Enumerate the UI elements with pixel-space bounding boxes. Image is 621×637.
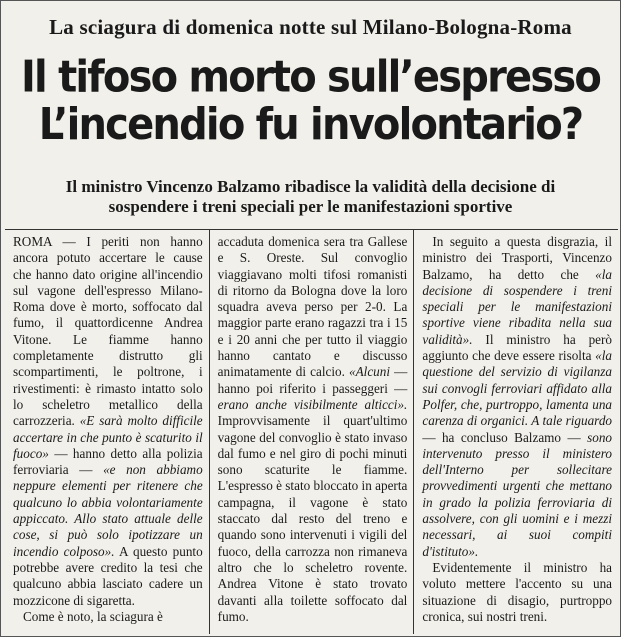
kicker: La sciagura di domenica notte sul Milano-Bologna-Roma (49, 15, 572, 39)
paragraph: In seguito a questa disgrazia, il ministro dei Trasporti, Vincenzo Balzamo, ha detto che «la decisione di sospendere i treni speciali per le manifestazioni sportive viene ribadita nella sua validità». Il ministro ha però aggiunto che deve essere risolta «la questione del servizio di vigilanza sui convogli ferroviari affidato alla Polfer, che, purtroppo, lamenta una carenza di organici. A tale riguardo — ha concluso Balzamo — sono intervenuto presso il ministero dell'Interno per sollecitare provvedimenti urgenti che mettano in grado la polizia ferroviaria di assolvere, con gli uomini e i mezzi necessari, ai suoi compiti d'istituto». (422, 234, 613, 559)
paragraph: Come è noto, la sciagura è (23, 608, 163, 624)
paragraph: Evidentemente il ministro ha voluto mettere l'accento su una situazione di disagio, purtroppo cronica, sui nostri treni. (422, 559, 613, 624)
paragraph: ROMA — I periti non hanno ancora potuto accertare le cause che hanno dato origine all'incendio sul vagone dell'espresso Milano-Roma dove è morto, soffocato dal fumo, il quattordicenne Andrea Vitone. Le fiamme hanno completamente distrutto gli scompartimenti, le poltrone, i rivestimenti: è rimasto intatto solo lo scheletro metallico della carrozzeria. «E sarà molto difficile accertare in che punto è scaturito il fuoco» — hanno detto alla polizia ferroviaria — «e non abbiamo neppure elementi per ritenere che qualcuno lo abbia volontariamente appiccato. Allo stato attuale delle cose, si può solo ipotizzare un incendio colposo». A questo punto potrebbe avere credito la tesi che qualcuno abbia lasciato cadere un mozzicone di sigaretta. (13, 234, 203, 608)
column-2 (209, 230, 414, 634)
headline-line-2: L’incendio fu involontario? (38, 99, 583, 150)
paragraph: accaduta domenica sera tra Gallese e S. Oreste. Sul convoglio viaggiavano molti tifosi romanisti di ritorno da Bologna dove la loro squadra aveva perso per 2-0. La maggior parte erano ragazzi tra i 15 e i 20 anni che per tutto il viaggio hanno cantato e discusso animatamente di calcio. «Alcuni — hanno poi riferito i passeggeri — erano anche visibilmente alticci». Improvvisamente il quart'ultimo vagone del convoglio è stato invaso dal fumo e nel giro di pochi minuti sono scaturite le fiamme. L'espresso è stato bloccato in aperta campagna, il vagone è stato staccato dal resto del treno e quando sono intervenuti i vigili del fuoco, della carrozza non rimaneva altro che lo scheletro rovente. Andrea Vitone è stato trovato davanti alla toilette soffocato dal fumo. (217, 234, 408, 624)
column-3 (413, 230, 618, 634)
column-1 (5, 230, 209, 634)
deck: Il ministro Vincenzo Balzamo ribadisce la validità della decisione di sospendere i treni speciali per le manifestazioni sportive (65, 177, 556, 216)
headline (1, 53, 620, 148)
headline-line-1: Il tifoso morto sull’espresso (20, 52, 601, 103)
article-body (5, 229, 618, 634)
